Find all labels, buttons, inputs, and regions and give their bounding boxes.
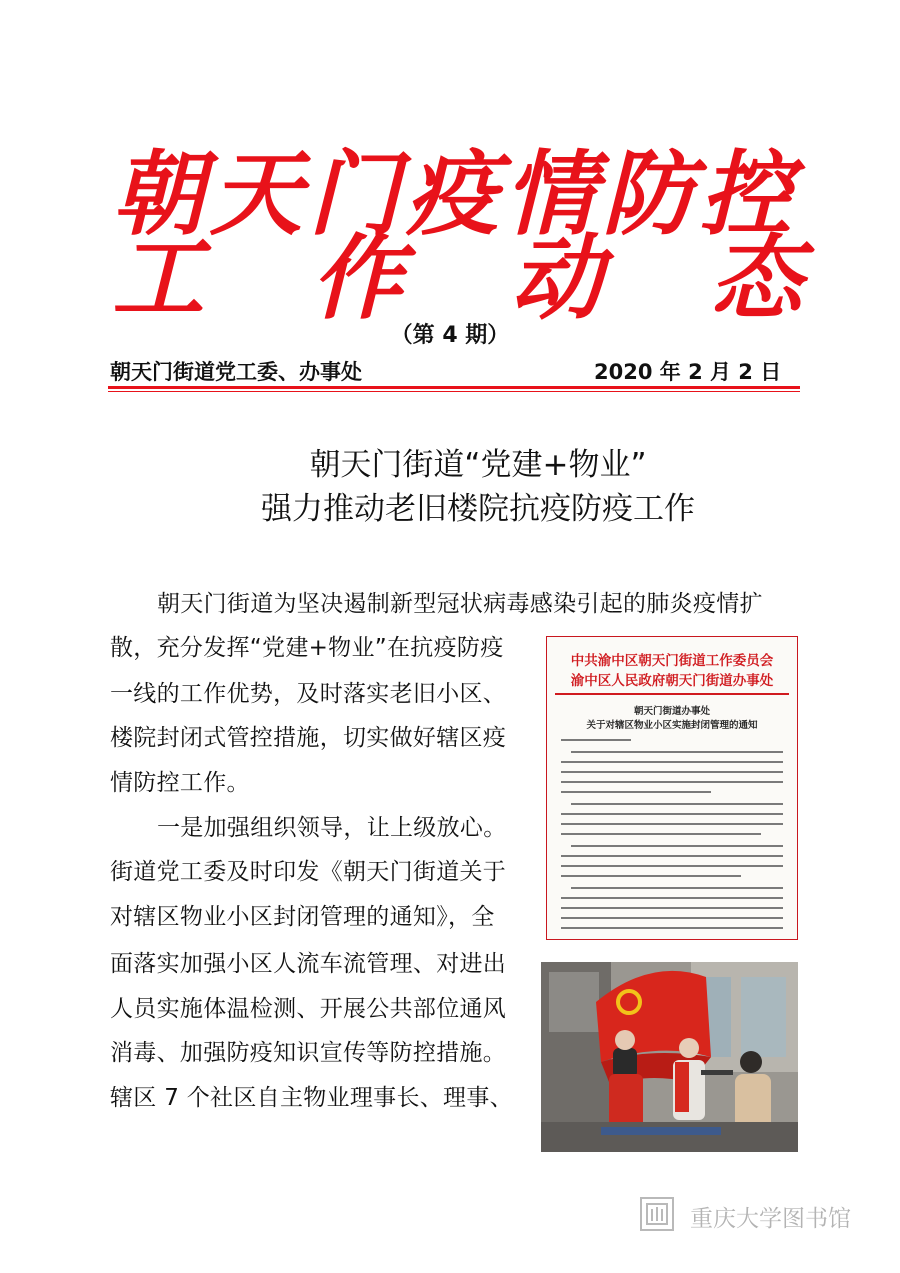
issue-number: （第 4 期） <box>390 323 510 348</box>
notice-text-line <box>561 855 783 857</box>
volunteers-photo <box>541 962 798 1152</box>
publish-date: 2020 年 2 月 2 日 <box>594 360 782 384</box>
notice-text-line <box>561 833 761 835</box>
body-line: 散，充分发挥“党建+物业”在抗疫防疫 <box>110 635 504 661</box>
notice-text-line <box>571 845 783 847</box>
header-divider-thin <box>108 391 800 392</box>
body-line: 一线的工作优势，及时落实老旧小区、 <box>110 681 507 707</box>
masthead-char: 动 <box>510 224 603 332</box>
notice-text-line <box>561 865 783 867</box>
masthead-title-line2 <box>112 224 802 332</box>
masthead-char: 工 <box>112 224 205 332</box>
notice-text-line <box>561 897 783 899</box>
party-flag-photo-icon <box>541 962 798 1152</box>
masthead-title-line1: 朝天门疫情防控 <box>112 140 799 248</box>
notice-header-line1: 中共渝中区朝天门街道工作委员会 <box>570 653 774 669</box>
notice-text-line <box>561 927 783 929</box>
notice-subtitle-line2: 关于对辖区物业小区实施封闭管理的通知 <box>586 720 758 731</box>
notice-subtitle-line1: 朝天门街道办事处 <box>633 706 710 717</box>
article-title-line2: 强力推动老旧楼院抗疫防疫工作 <box>261 491 695 527</box>
publisher-org: 朝天门街道党工委、办事处 <box>110 360 362 384</box>
notice-text-line <box>561 739 631 741</box>
body-line: 对辖区物业小区封闭管理的通知》，全 <box>110 904 495 930</box>
header-divider-thick <box>108 386 800 389</box>
body-line: 情防控工作。 <box>110 770 250 796</box>
notice-text-line <box>561 781 783 783</box>
notice-text-line <box>561 917 783 919</box>
body-line: 楼院封闭式管控措施，切实做好辖区疫 <box>110 725 507 751</box>
body-line: 消毒、加强防疫知识宣传等防控措施。 <box>110 1040 507 1066</box>
notice-text-line <box>561 813 783 815</box>
masthead-char: 态 <box>709 224 802 332</box>
masthead-char: 作 <box>311 224 404 332</box>
article-title-line1: 朝天门街道“党建+物业” <box>309 447 647 483</box>
notice-text-line <box>561 823 783 825</box>
notice-header-line2: 渝中区人民政府朝天门街道办事处 <box>570 673 774 689</box>
notice-text-line <box>561 771 783 773</box>
body-line: 辖区 7 个社区自主物业理事长、理事、 <box>110 1085 513 1111</box>
library-watermark-text: 重庆大学图书馆 <box>690 1206 851 1232</box>
notice-red-rule <box>555 693 789 695</box>
notice-document-image <box>546 636 798 940</box>
notice-text-line <box>561 875 741 877</box>
body-line: 人员实施体温检测、开展公共部位通风 <box>110 996 507 1022</box>
body-line: 面落实加强小区人流车流管理、对进出 <box>110 951 507 977</box>
notice-text-line <box>561 791 711 793</box>
notice-text-line <box>561 907 783 909</box>
notice-text-line <box>571 751 783 753</box>
body-line: 街道党工委及时印发《朝天门街道关于 <box>110 859 507 885</box>
notice-text-line <box>571 887 783 889</box>
body-line: 朝天门街道为坚决遏制新型冠状病毒感染引起的肺炎疫情扩 <box>157 591 763 617</box>
library-logo-icon <box>640 1197 674 1231</box>
notice-text-line <box>561 761 783 763</box>
body-line: 一是加强组织领导，让上级放心。 <box>157 815 507 841</box>
notice-text-line <box>571 803 783 805</box>
